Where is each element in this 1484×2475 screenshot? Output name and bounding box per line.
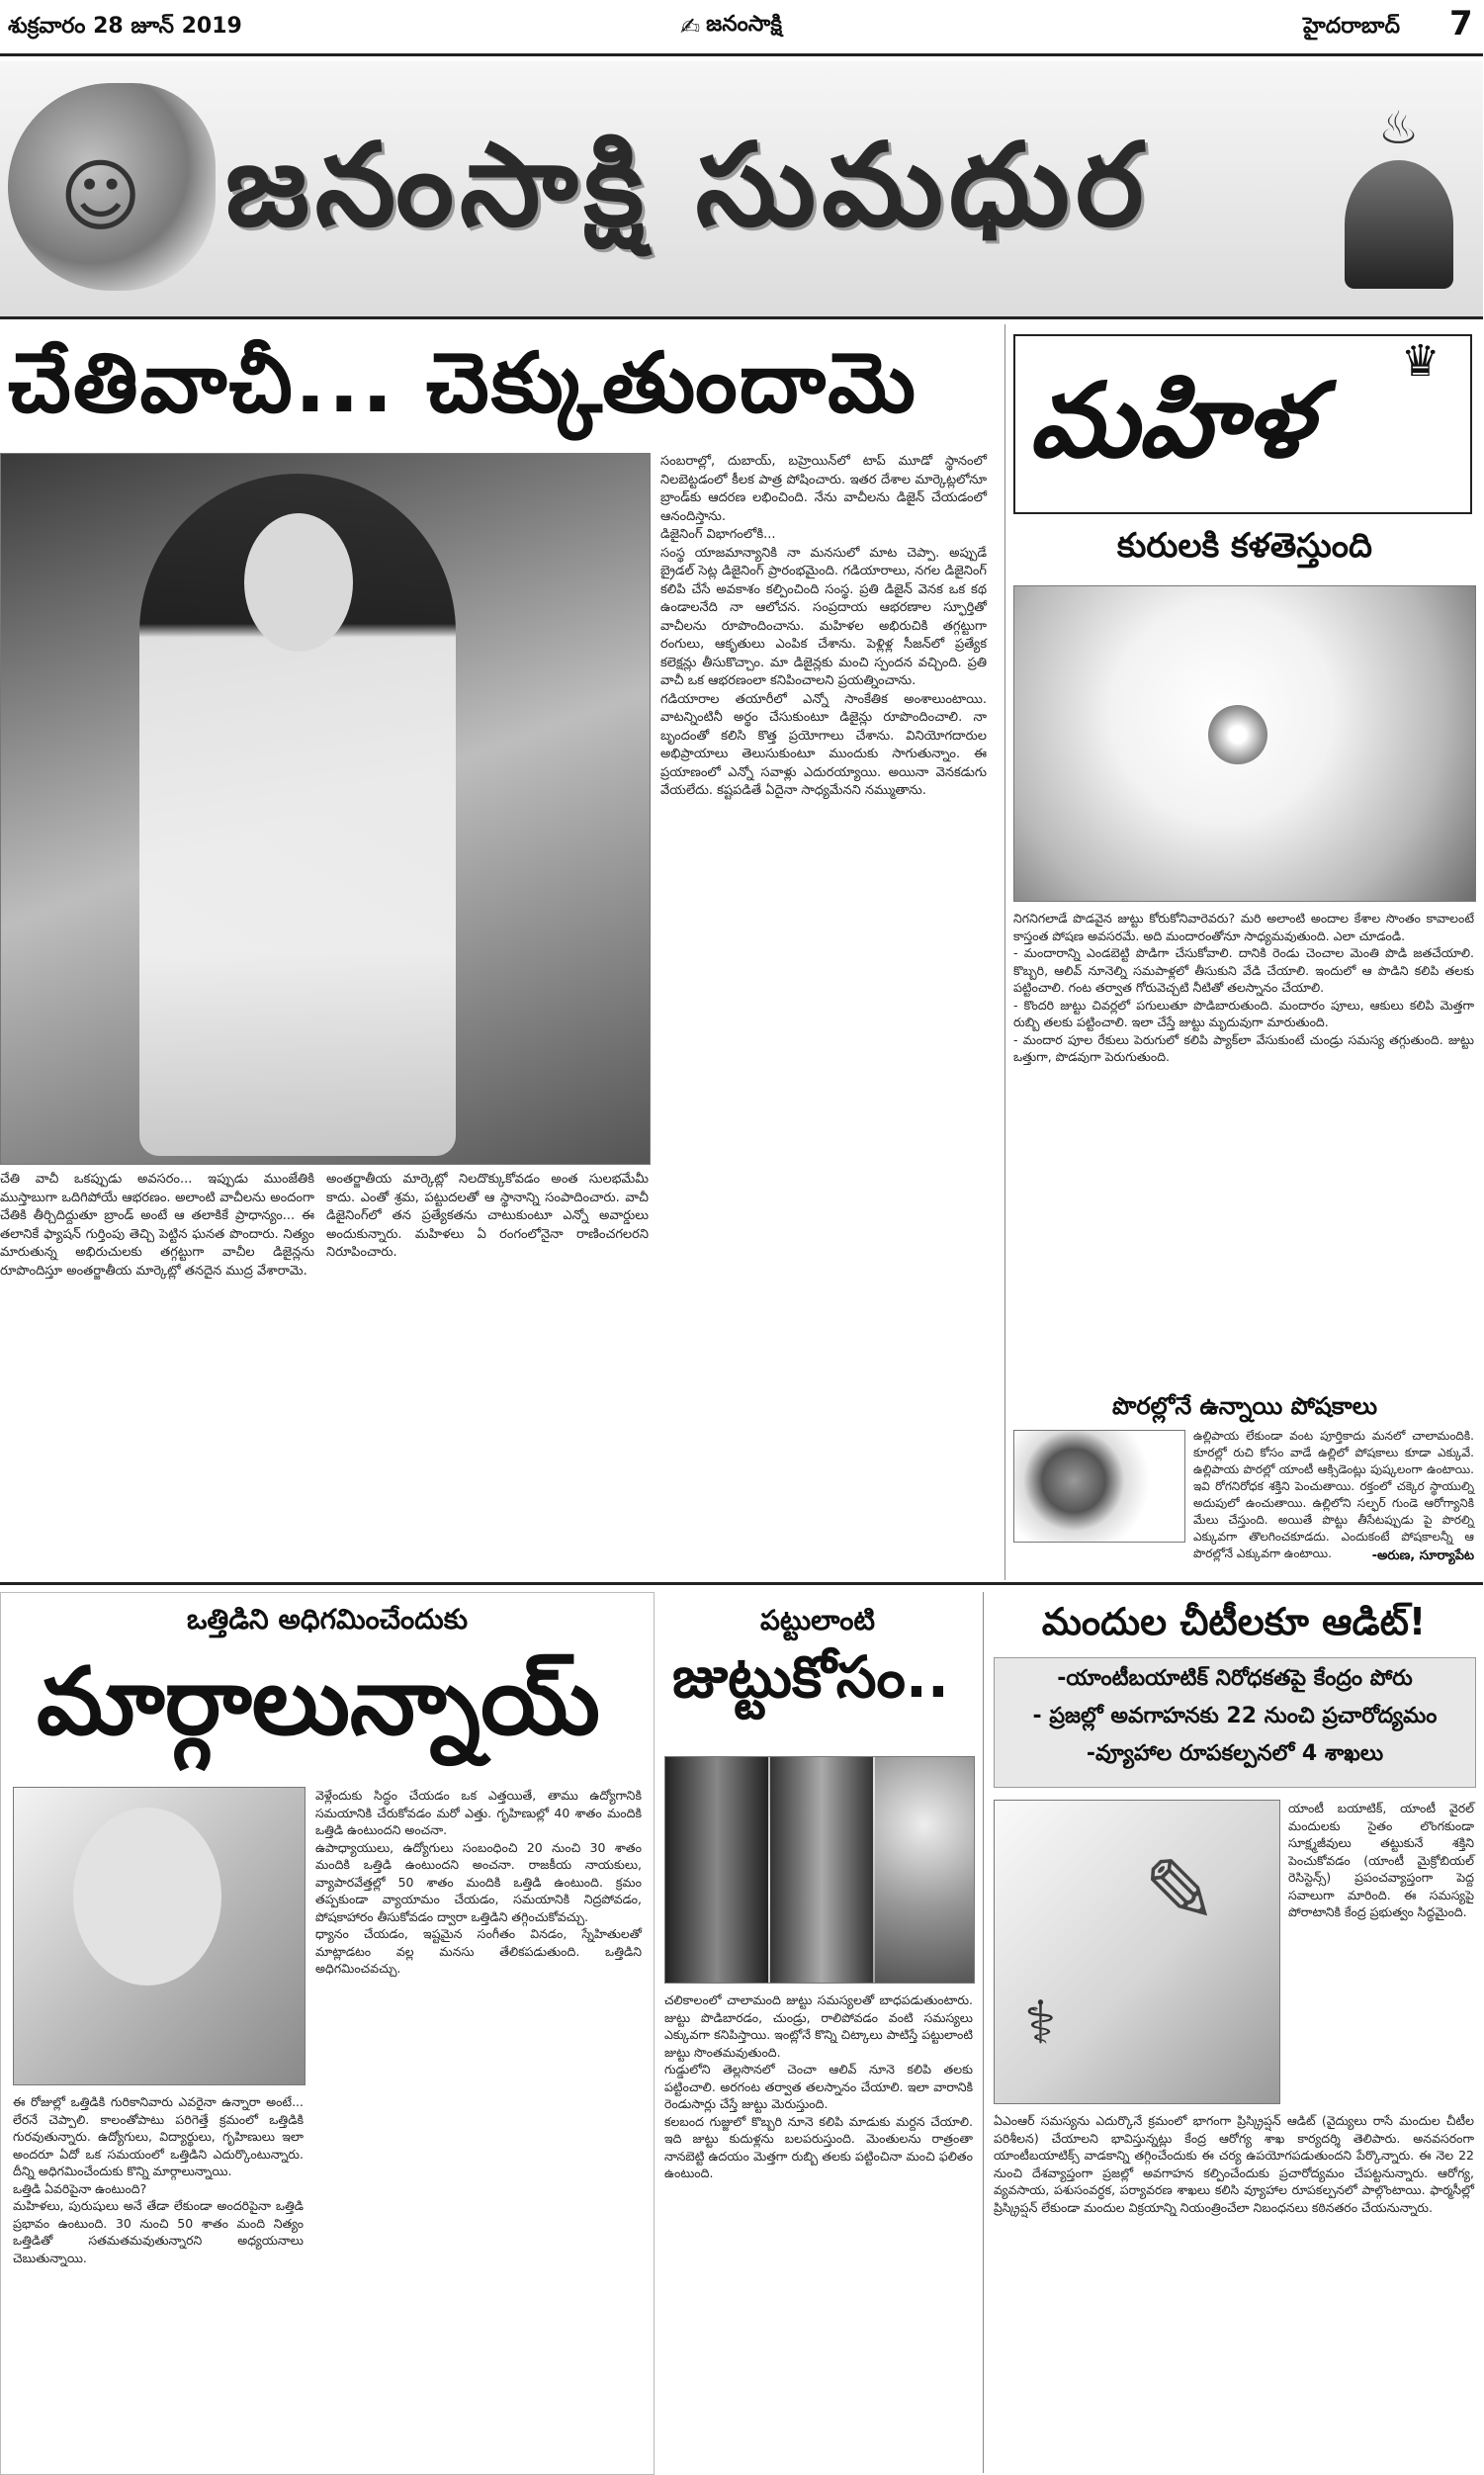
pen-writing-icon: ✎ (1143, 1840, 1218, 1944)
stress-kicker: ఒత్తిడిని అధిగమించేందుకు (186, 1603, 469, 1635)
banner-left-figures-icon: ☺ (59, 150, 142, 242)
hair-body: చలికాలంలో చాలామంది జుట్టు సమస్యలతో బాధపడుతుంటారు. జుట్టు పొడిబారడం, చుండ్రు, రాలిపోవడం వంటి సమస్యలు ఎక్కువగా కనిపిస్తాయి. ఇంట్లోనే కొన్ని చిట్కాలు పాటిస్తే పట్టులాంటి జుట్టు సొంతమవుతుంది. గుడ్డులోని తెల్లసొనలో చెంచా ఆలివ్ నూనె కలిపి తలకు పట్టించాలి. అరగంట తర్వాత తలస్నానం చేయాలి. ఇలా వారానికి రెండుసార్లు చేస్తే జుట్టు మెరుస్తుంది. కలబంద గుజ్జులో కొబ్బరి నూనె కలిపి మాడుకు మర్దన చేయాలి. ఇది జుట్టు కుదుళ్లను బలపరుస్తుంది. మెంతులను రాత్రంతా నానబెట్టి ఉదయం మెత్తగా రుబ్బి తలకు పట్టించినా మంచి ఫలితం ఉంటుంది. (664, 1992, 973, 2180)
lead-col3: సంబరాల్లో, దుబాయ్, బహ్రెయిన్‌లో టాప్ మూడో స్థానంలో నిలబెట్టడంలో కీలక పాత్ర పోషించారు. ఇతర దేశాల మార్కెట్లలోనూ బ్రాండ్‌కు ఆదరణ లభించింది. నేను వాచీలను డిజైన్ చేయడంలో ఆనందిస్తాను. డిజైనింగ్ విభాగంలోకి... సంస్థ యాజమాన్యానికి నా మనసులో మాట చెప్పా. అప్పుడే బ్రైడల్ సెట్ల డిజైనింగ్ ప్రారంభమైంది. గడియారాలు, నగల డిజైనింగ్ కలిపి చేసే అవకాశం కల్పించింది సంస్థ. ప్రతి డిజైన్ వెనక ఒక కథ ఉండాలనేది నా ఆలోచన. సంప్రదాయ ఆభరణాల స్ఫూర్తితో వాచీలను రూపొందించాను. మహిళల అభిరుచికి తగ్గట్టుగా రంగులు, ఆకృతులు ఎంపిక చేశాను. పెళ్లిళ్ల సీజన్‌లో ప్రత్యేక కలెక్షన్లు తీసుకొచ్చాం. మా డిజైన్లకు మంచి స్పందన వచ్చింది. ప్రతి వాచీ ఒక ఆభరణంలా కనిపించాలని ప్రయత్నించాను. గడియారాల తయారీలో ఎన్నో సాంకేతిక అంశాలుంటాయి. వాటన్నింటినీ అర్థం చేసుకుంటూ డిజైన్లు రూపొందించాలి. నా బృందంతో కలిసి కొత్త ప్రయోగాలు చేశాను. వినియోగదారుల అభిప్రాయాలు తెలుసుకుంటూ ముందుకు సాగుతున్నాం. ఈ ప్రయాణంలో ఎన్నో సవాళ్లు ఎదురయ్యాయి. అయినా వెనకడుగు వేయలేదు. కష్టపడితే ఏదైనా సాధ్యమేనని నమ్ముతాను. (660, 454, 987, 798)
lead-col2: అంతర్జాతీయ మార్కెట్లో నిలదొక్కుకోవడం అంత సులభమేమీ కాదు. ఎంతో శ్రమ, పట్టుదలతో ఆ స్థానాన్ని సంపాదించారు. వాచీ డిజైనింగ్‌లో తన ప్రత్యేకతను చాటుకుంటూ ఎన్నో అవార్డులు అందుకున్నారు. మహిళలు ఏ రంగంలోనైనా రాణించగలరని నిరూపించారు. (326, 1172, 654, 1260)
woman-face (244, 513, 353, 652)
mahila-body2: ఉల్లిపాయ లేకుండా వంట పూర్తికాదు మనలో చాలామందికి. కూరల్లో రుచి కోసం వాడే ఉల్లిలో పోషకాలు కూడా ఎక్కువే. ఉల్లిపాయ పొరల్లో యాంటీ ఆక్సిడెంట్లు పుష్కలంగా ఉంటాయి. ఇవి రోగనిరోధక శక్తిని పెంచుతాయి. రక్తంలో చక్కెర స్థాయుల్ని అదుపులో ఉంచుతాయి. ఉల్లిలోని సల్ఫర్ గుండె ఆరోగ్యానికి మేలు చేస్తుంది. అయితే పొట్టు తీసేటప్పుడు పై పొరల్ని ఎక్కువగా తొలగించకూడదు. ఎందుకంటే పోషకాలన్నీ ఆ పొరల్లోనే ఎక్కువగా ఉంటాయి. (1193, 1429, 1478, 1560)
mahila-subhead2: పొరల్లోనే ఉన్నాయి పోషకాలు (1111, 1392, 1378, 1420)
hair-part-2 (770, 1757, 873, 1983)
medicine-body: ఏఎంఆర్ సమస్యను ఎదుర్కొనే క్రమంలో భాగంగా ప్రిస్క్రిప్షన్ ఆడిట్ (వైద్యులు రాసే మందుల చీటీల పరిశీలన) చేయాలని భావిస్తున్నట్లు కేంద్ర ఆరోగ్య శాఖ కార్యదర్శి తెలిపారు. అనవసరంగా యాంటీబయాటిక్స్ వాడకాన్ని తగ్గించేందుకు ఈ చర్య ఉపయోగపడుతుందని పేర్కొన్నారు. ఈ నెల 22 నుంచి దేశవ్యాప్తంగా ప్రజల్లో అవగాహన కల్పించేందుకు ప్రచారోద్యమం చేపట్టనున్నారు. ఆరోగ్య, వ్యవసాయ, పశుసంవర్ధక, పర్యావరణ శాఖలు కలిసి వ్యూహాల రూపకల్పనలో పాల్గొంటాయి. ఫార్మసీల్లో ప్రిస్క్రిప్షన్ లేకుండా మందుల విక్రయాన్ని నియంత్రించేలా నిబంధనలు కఠినతరం చేయనున్నారు. (994, 2113, 1478, 2215)
stress-col1: ఈ రోజుల్లో ఒత్తిడికి గురికానివారు ఎవరైనా ఉన్నారా అంటే... లేరనే చెప్పాలి. కాలంతోపాటు పరిగెత్తే క్రమంలో ఒత్తిడికి గురవుతున్నారు. ఉద్యోగులు, విద్యార్థులు, గృహిణులు ఇలా అందరూ ఏదో ఒక సమయంలో ఒత్తిడిని ఎదుర్కొంటున్నారు. దీన్ని అధిగమించేందుకు కొన్ని మార్గాలున్నాయి. ఒత్తిడి ఏవరిపైనా ఉంటుంది? మహిళలు, పురుషులు అనే తేడా లేకుండా అందరిపైనా ఒత్తిడి ప్రభావం ఉంటుంది. 30 నుంచి 50 శాతం మంది నిత్యం ఒత్తిడితో సతమతమవుతున్నారని అధ్యయనాలు చెబుతున్నాయి. (13, 2094, 304, 2265)
mahila-section (1004, 324, 1484, 1580)
banner (0, 61, 1483, 319)
lead-col1: చేతి వాచీ ఒకప్పుడు అవసరం... ఇప్పుడు ముంజేతికి ముస్తాబుగా ఒదిగిపోయే ఆభరణం. అలాంటి వాచీలను అందంగా చేతికి తీర్చిదిద్దుతూ బ్రాండ్ అంటే ఆ తలాకికే ప్రాధాన్యం... ఈ తలానికే ఫ్యాషన్ గుర్తింపు తెచ్చి పెట్టిన ఘనత పొందారు. నిత్యం మారుతున్న అభిరుచులకు తగ్గట్టుగా వాచీల డిజైన్లను రూపొందిస్తూ అంతర్జాతీయ మార్కెట్లో తనదైన ముద్ర వేశారామె. (0, 1172, 319, 1279)
woman-head-figure (73, 1808, 221, 1986)
flower-center (1208, 705, 1267, 764)
women-silhouette-icon (1345, 160, 1453, 289)
medicine-story (983, 1592, 1484, 2473)
stress-col2: వెళ్లేందుకు సిద్ధం చేయడం ఒక ఎత్తయితే, తాము ఉద్యోగానికి సమయానికి చేరుకోవడం మరో ఎత్తు. గృహిణుల్లో 40 శాతం మందికి ఒత్తిడి ఉంటుందని అంచనా. ఉపాధ్యాయులు, ఉద్యోగులు సంబంధించి 20 నుంచి 30 శాతం మందికి ఒత్తిడి ఉంటుందని అంచనా. రాజకీయ నాయకులు, వ్యాపారవేత్తల్లో 50 శాతం మందికి ఒత్తిడి ఉంటుంది. క్రమం తప్పకుండా వ్యాయామం చేయడం, సమయానికి నిద్రపోవడం, పోషకాహారం తీసుకోవడం ద్వారా ఒత్తిడిని తగ్గించుకోవచ్చు. ధ్యానం చేయడం, ఇష్టమైన సంగీతం వినడం, స్నేహితులతో మాట్లాడటం వల్ల మనసు తేలికపడుతుంది. ఒత్తిడిని అధిగమించవచ్చు. (315, 1788, 642, 1976)
page-header (0, 0, 1483, 61)
header-city: హైదరాబాద్ (1303, 14, 1400, 39)
onion-photo (1013, 1430, 1185, 1543)
hair-headline: జుట్టుకోసం.. (672, 1643, 949, 1711)
medicine-bullet-1: -యాంటీబయాటిక్ నిరోధకతపై కేంద్రం పోరు (1057, 1666, 1413, 1691)
hair-story (658, 1592, 977, 2473)
lead-photo-woman (0, 453, 651, 1165)
crown-icon: ♛ (1401, 336, 1440, 387)
mahila-subtitle: కురులకి కళతెస్తుంది (1116, 526, 1373, 566)
hair-collage-photo (664, 1756, 975, 1984)
lead-headline: చేతివాచీ... చెక్కుతుందామె (8, 334, 917, 431)
stress-headline: మార్గాలున్నాయ్ (37, 1648, 600, 1756)
medicine-bullet-3: -వ్యూహాల రూపకల్పనలో 4 శాఖలు (1086, 1741, 1384, 1766)
hibiscus-photo (1013, 585, 1476, 902)
banner-right-emblem (1325, 101, 1473, 299)
header-logo (680, 12, 782, 42)
page-number: 7 (1449, 4, 1473, 44)
mahila-body: నిగనిగలాడే పొడవైన జుట్టు కోరుకోనివారెవరు? మరి అలాంటి అందాల కేశాల సొంతం కావాలంటే కాస్తంత పోషణ అవసరమే. అది మందారంతోనూ సాధ్యమవుతుంది. ఎలా చూడండి. - మందారాన్ని ఎండబెట్టి పొడిగా చేసుకోవాలి. దానికి రెండు చెంచాల మెంతి పొడి జతచేయాలి. కొబ్బరి, ఆలివ్ నూనెల్ని సమపాళ్లలో తీసుకుని వేడి చేయాలి. ఇందులో ఆ పొడిని కలిపి తలకు పట్టించాలి. గంట తర్వాత గోరువెచ్చటి నీటితో తలస్నానం చేయాలి. - కొందరి జుట్టు చివర్లలో పగులుతూ పొడిబారుతుంది. మందారం పూలు, ఆకులు కలిపి మెత్తగా రుబ్బి తలకు పట్టించాలి. ఇలా చేస్తే జుట్టు మృదువుగా మారుతుంది. - మందార పూల రేకులు పెరుగులో కలిపి ప్యాక్‌లా వేసుకుంటే చుండ్రు సమస్య తగ్గుతుంది. జుట్టు ఒత్తుగా, పొడవుగా పెరుగుతుంది. (1013, 911, 1474, 1064)
flame-icon: ♨ (1378, 101, 1420, 154)
medicine-bullets-box (994, 1657, 1476, 1788)
hair-part-1 (665, 1757, 768, 1983)
stethoscope-icon: ⚕ (1024, 1989, 1057, 2058)
header-date: శుక్రవారం 28 జూన్ 2019 (8, 14, 242, 39)
mahila-byline: -అరుణ, సూర్యాపేట (1371, 1548, 1474, 1563)
header-logo-text: జనంసాక్షి (706, 12, 782, 37)
stress-story (0, 1592, 655, 2475)
mahila-logo: మహిళ (1029, 360, 1312, 481)
hair-kicker: పట్టులాంటి (759, 1604, 876, 1636)
stressed-woman-photo (13, 1787, 306, 2085)
mahila-logo-box (1013, 334, 1472, 514)
medicine-headline: మందుల చీటీలకూ ఆడిట్! (1041, 1600, 1427, 1643)
section-divider (0, 1582, 1483, 1585)
hand-logo-icon: ✍ (680, 13, 701, 41)
medicine-side-col: యాంటీ బయాటిక్, యాంటీ వైరల్ మందులకు సైతం లొంగకుండా సూక్ష్మజీవులు తట్టుకునే శక్తిని పెంచుకోవడం (యాంటీ మైక్రోబియల్ రెసిస్టెన్స్) ప్రపంచవ్యాప్తంగా పెద్ద సవాలుగా మారింది. ఈ సమస్యపై పోరాటానికి కేంద్ర ప్రభుత్వం సిద్ధమైంది. (1288, 1801, 1478, 1919)
header-rule (0, 53, 1483, 56)
prescription-photo (994, 1800, 1280, 2104)
hair-ingredients (875, 1757, 974, 1983)
banner-title: జనంసాక్షి సుమధుర (225, 119, 1150, 252)
medicine-bullet-2: - ప్రజల్లో అవగాహనకు 22 నుంచి ప్రచారోద్యమం (1032, 1704, 1438, 1728)
